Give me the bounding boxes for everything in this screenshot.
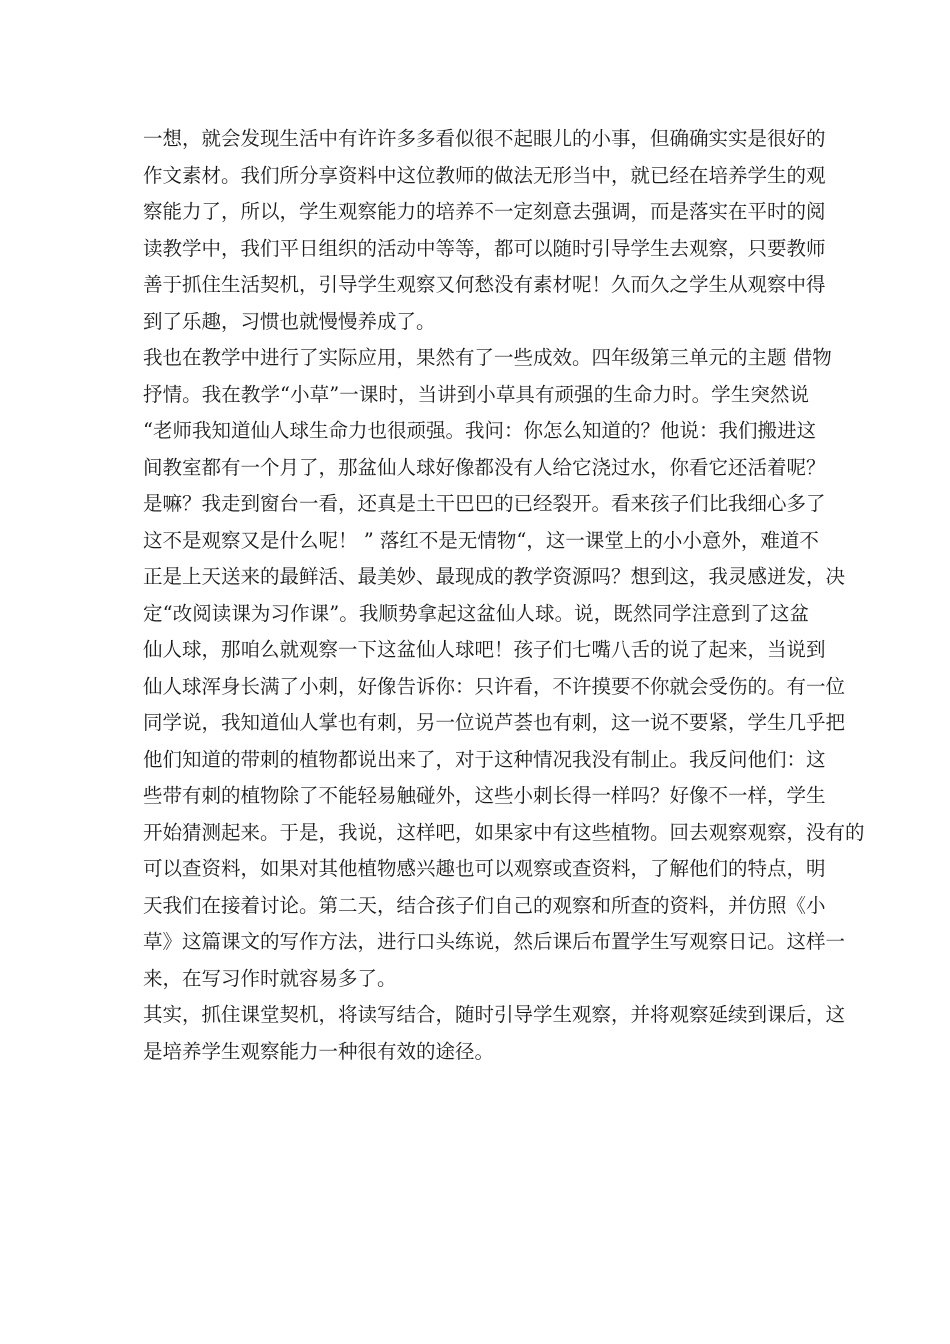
text-line: 其实，抓住课堂契机，将读写结合，随时引导学生观察，并将观察延续到课后，这 [143,1003,846,1026]
paragraph-1 [143,121,826,340]
text-line: 草》这篇课文的写作方法，进行口头练说，然后课后布置学生写观察日记。这样一 [143,930,846,953]
text-line: 是培养学生观察能力一种很有效的途径。 [143,1039,495,1063]
text-line: 仙人球浑身长满了小刺，好像告诉你：只许看，不许摸要不你就会受伤的。有一位 [143,674,846,698]
text-line: 他们知道的带刺的植物都说出来了，对于这种情况我没有制止。我反问他们：这 [143,747,826,771]
text-line: 定“改阅读课为习作课”。我顺势拿起这盆仙人球。说，既然同学注意到了这盆 [143,601,809,625]
text-line: 善于抓住生活契机，引导学生观察又何愁没有素材呢！久而久之学生从观察中得 [143,273,826,296]
text-line: 一想，就会发现生活中有许许多多看似很不起眼儿的小事，但确确实实是很好的 [143,127,826,150]
paragraph-2 [143,340,865,997]
text-line: 察能力了，所以，学生观察能力的培养不一定刻意去强调，而是落实在平时的阅 [143,200,826,223]
text-line: “老师我知道仙人球生命力也很顽强。我问：你怎么知道的？他说：我们搬进这 [143,419,816,442]
text-line: 是嘛？我走到窗台一看，还真是土干巴巴的已经裂开。看来孩子们比我细心多了 [143,492,826,515]
text-line: 可以查资料，如果对其他植物感兴趣也可以观察或查资料，了解他们的特点，明 [143,857,826,880]
text-line: 天我们在接着讨论。第二天，结合孩子们自己的观察和所查的资料，并仿照《小 [143,893,826,917]
text-line: 到了乐趣，习惯也就慢慢养成了。 [143,309,436,333]
text-line: 我也在教学中进行了实际应用，果然有了一些成效。四年级第三单元的主题 借物 [143,346,832,369]
text-line: 作文素材。我们所分享资料中这位教师的做法无形当中，就已经在培养学生的观 [143,163,826,187]
text-line: 抒情。我在教学“小草”一课时，当讲到小草具有顽强的生命力时。学生突然说 [143,382,809,406]
paragraph-3 [143,997,846,1070]
document-page [143,121,865,1070]
text-line: 同学说，我知道仙人掌也有刺，另一位说芦荟也有刺，这一说不要紧，学生几乎把 [143,711,846,734]
text-line: 开始猜测起来。于是，我说，这样吧，如果家中有这些植物。回去观察观察，没有的 [143,820,865,844]
text-line: 这不是观察又是什么呢！ ” 落红不是无情物“，这一课堂上的小小意外，难道不 [143,528,819,552]
text-line: 正是上天送来的最鲜活、最美妙、最现成的教学资源吗？想到这，我灵感迸发，决 [143,565,846,588]
text-line: 些带有刺的植物除了不能轻易触碰外，这些小刺长得一样吗？好像不一样，学生 [143,784,826,807]
text-line: 仙人球，那咱么就观察一下这盆仙人球吧！孩子们七嘴八舌的说了起来，当说到 [143,638,826,661]
text-line: 间教室都有一个月了，那盆仙人球好像都没有人给它浇过水，你看它还活着呢？ [143,455,826,479]
text-line: 读教学中，我们平日组织的活动中等等，都可以随时引导学生去观察，只要教师 [143,236,826,260]
text-line: 来，在写习作时就容易多了。 [143,966,397,990]
